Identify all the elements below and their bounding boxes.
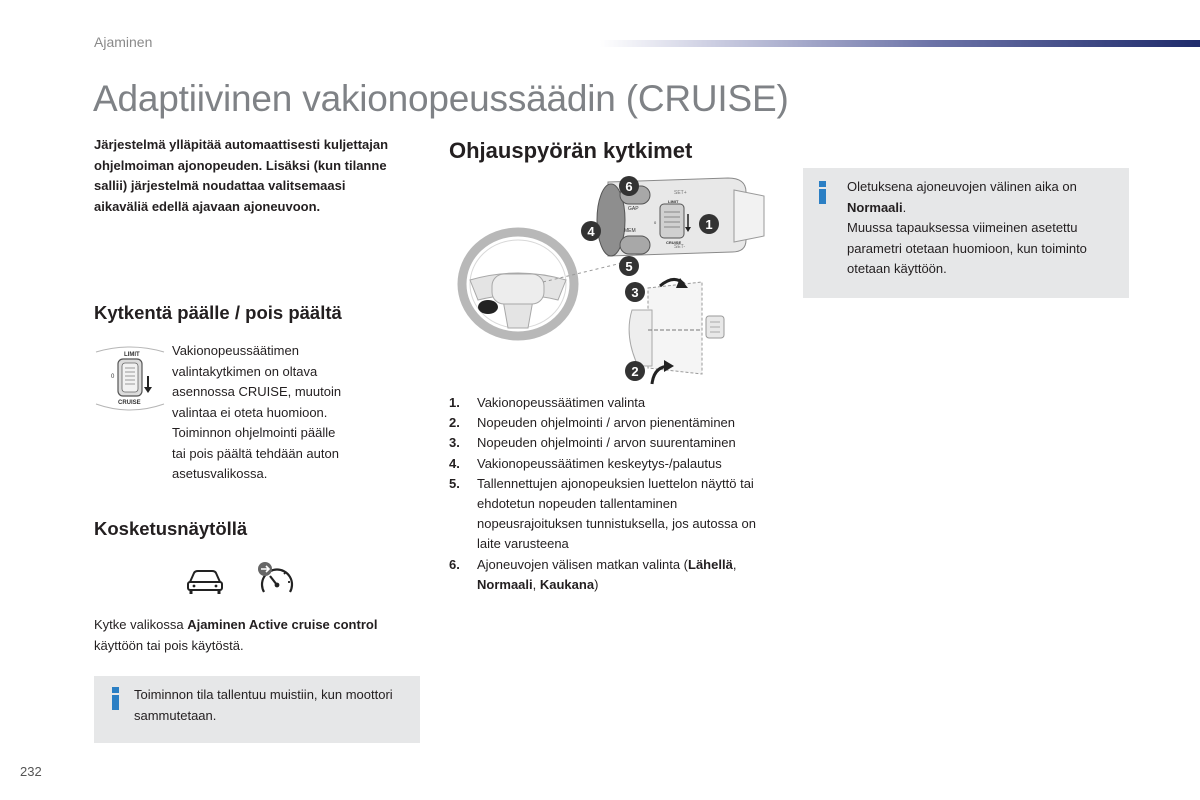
page-title: Adaptiivinen vakionopeussäädin (CRUISE) xyxy=(93,78,789,119)
callout-6 xyxy=(619,176,639,196)
switch-text: Vakionopeussäätimen valintakytkimen on oltava asennossa CRUISE, muutoin valintaa ei oteta huomioon. Toiminnon ohjelmointi päälle tai pois päältä tehdään auton asetusvalikossa. xyxy=(172,343,342,481)
svg-text:1: 1 xyxy=(705,217,713,232)
info-icon xyxy=(112,687,119,710)
svg-text:3: 3 xyxy=(631,285,639,300)
speedometer-cruise-icon xyxy=(256,560,298,600)
list-item: 1. Vakionopeussäätimen valinta xyxy=(449,395,646,410)
callout-2 xyxy=(625,361,645,381)
steering-controls-diagram xyxy=(448,170,780,392)
info-box-right-text: Oletuksena ajoneuvojen välinen aika on Normaali. Muussa tapauksessa viimeinen asetettu parametri otetaan huomioon, kun toiminto otetaan käyttöön. xyxy=(847,179,1087,276)
touch-heading: Kosketusnäytöllä xyxy=(94,518,248,539)
list-item: 6. Ajoneuvojen välisen matkan valinta (Lähellä, Normaali, Kaukana) xyxy=(449,556,737,592)
mem-label: MEM xyxy=(624,228,636,234)
svg-text:2: 2 xyxy=(631,364,639,379)
info-box-left xyxy=(94,676,420,743)
steering-wheel-illustration xyxy=(462,232,574,336)
list-item: 3. Nopeuden ohjelmointi / arvon suurentaminen xyxy=(449,435,736,451)
list-item: 2. Nopeuden ohjelmointi / arvon pienentäminen xyxy=(449,415,736,431)
stalk-zero-label: 0 xyxy=(654,220,657,225)
svg-text:6: 6 xyxy=(625,179,633,194)
page-number: 232 xyxy=(20,764,42,779)
callout-1 xyxy=(699,214,719,234)
svg-text:4: 4 xyxy=(587,224,595,239)
limit-label: LIMIT xyxy=(124,352,140,358)
callout-3 xyxy=(625,282,645,302)
svg-text:5: 5 xyxy=(625,259,633,274)
selector-switch-illustration xyxy=(90,338,170,418)
controls-heading: Ohjauspyörän kytkimet xyxy=(449,138,693,163)
section-label: Ajaminen xyxy=(94,34,153,50)
callout-4 xyxy=(581,221,601,241)
touch-text: Kytke valikossa Ajaminen Active cruise control käyttöön tai pois käytöstä. xyxy=(94,617,378,653)
cruise-label: CRUISE xyxy=(118,400,141,406)
set-plus-label: SET+ xyxy=(674,190,687,196)
info-box-right xyxy=(803,168,1129,298)
info-box-left-text: Toiminnon tila tallentuu muistiin, kun moottori sammutetaan. xyxy=(134,687,393,723)
gap-label: GAP xyxy=(628,206,639,212)
stalk-limit-label: LIMIT xyxy=(668,199,679,204)
callout-5 xyxy=(619,256,639,276)
list-item: 4. Vakionopeussäätimen keskeytys-/palautus xyxy=(449,455,722,471)
intro-text: Järjestelmä ylläpitää automaattisesti kuljettajan ohjelmoiman ajonopeuden. Lisäksi (kun tilanne sallii) järjestelmä noudattaa valitsemaasi aikaväliä edellä ajavaan ajoneuvoon. xyxy=(94,137,389,214)
set-minus-label: SET- xyxy=(674,244,686,250)
stalk-cruise-label: CRUISE xyxy=(666,240,682,245)
car-icon xyxy=(185,565,225,597)
header-bar xyxy=(600,40,1200,47)
list-item: 5. Tallennettujen ajonopeuksien luettelon näyttö tai ehdotetun nopeuden tallentaminen nopeusrajoituksen tunnistuksella, jos autossa on laite varusteena xyxy=(449,475,756,552)
switch-heading: Kytkentä päälle / pois päältä xyxy=(94,302,342,323)
controls-list xyxy=(449,393,779,595)
info-icon xyxy=(819,181,826,204)
zero-label: 0 xyxy=(111,374,115,380)
